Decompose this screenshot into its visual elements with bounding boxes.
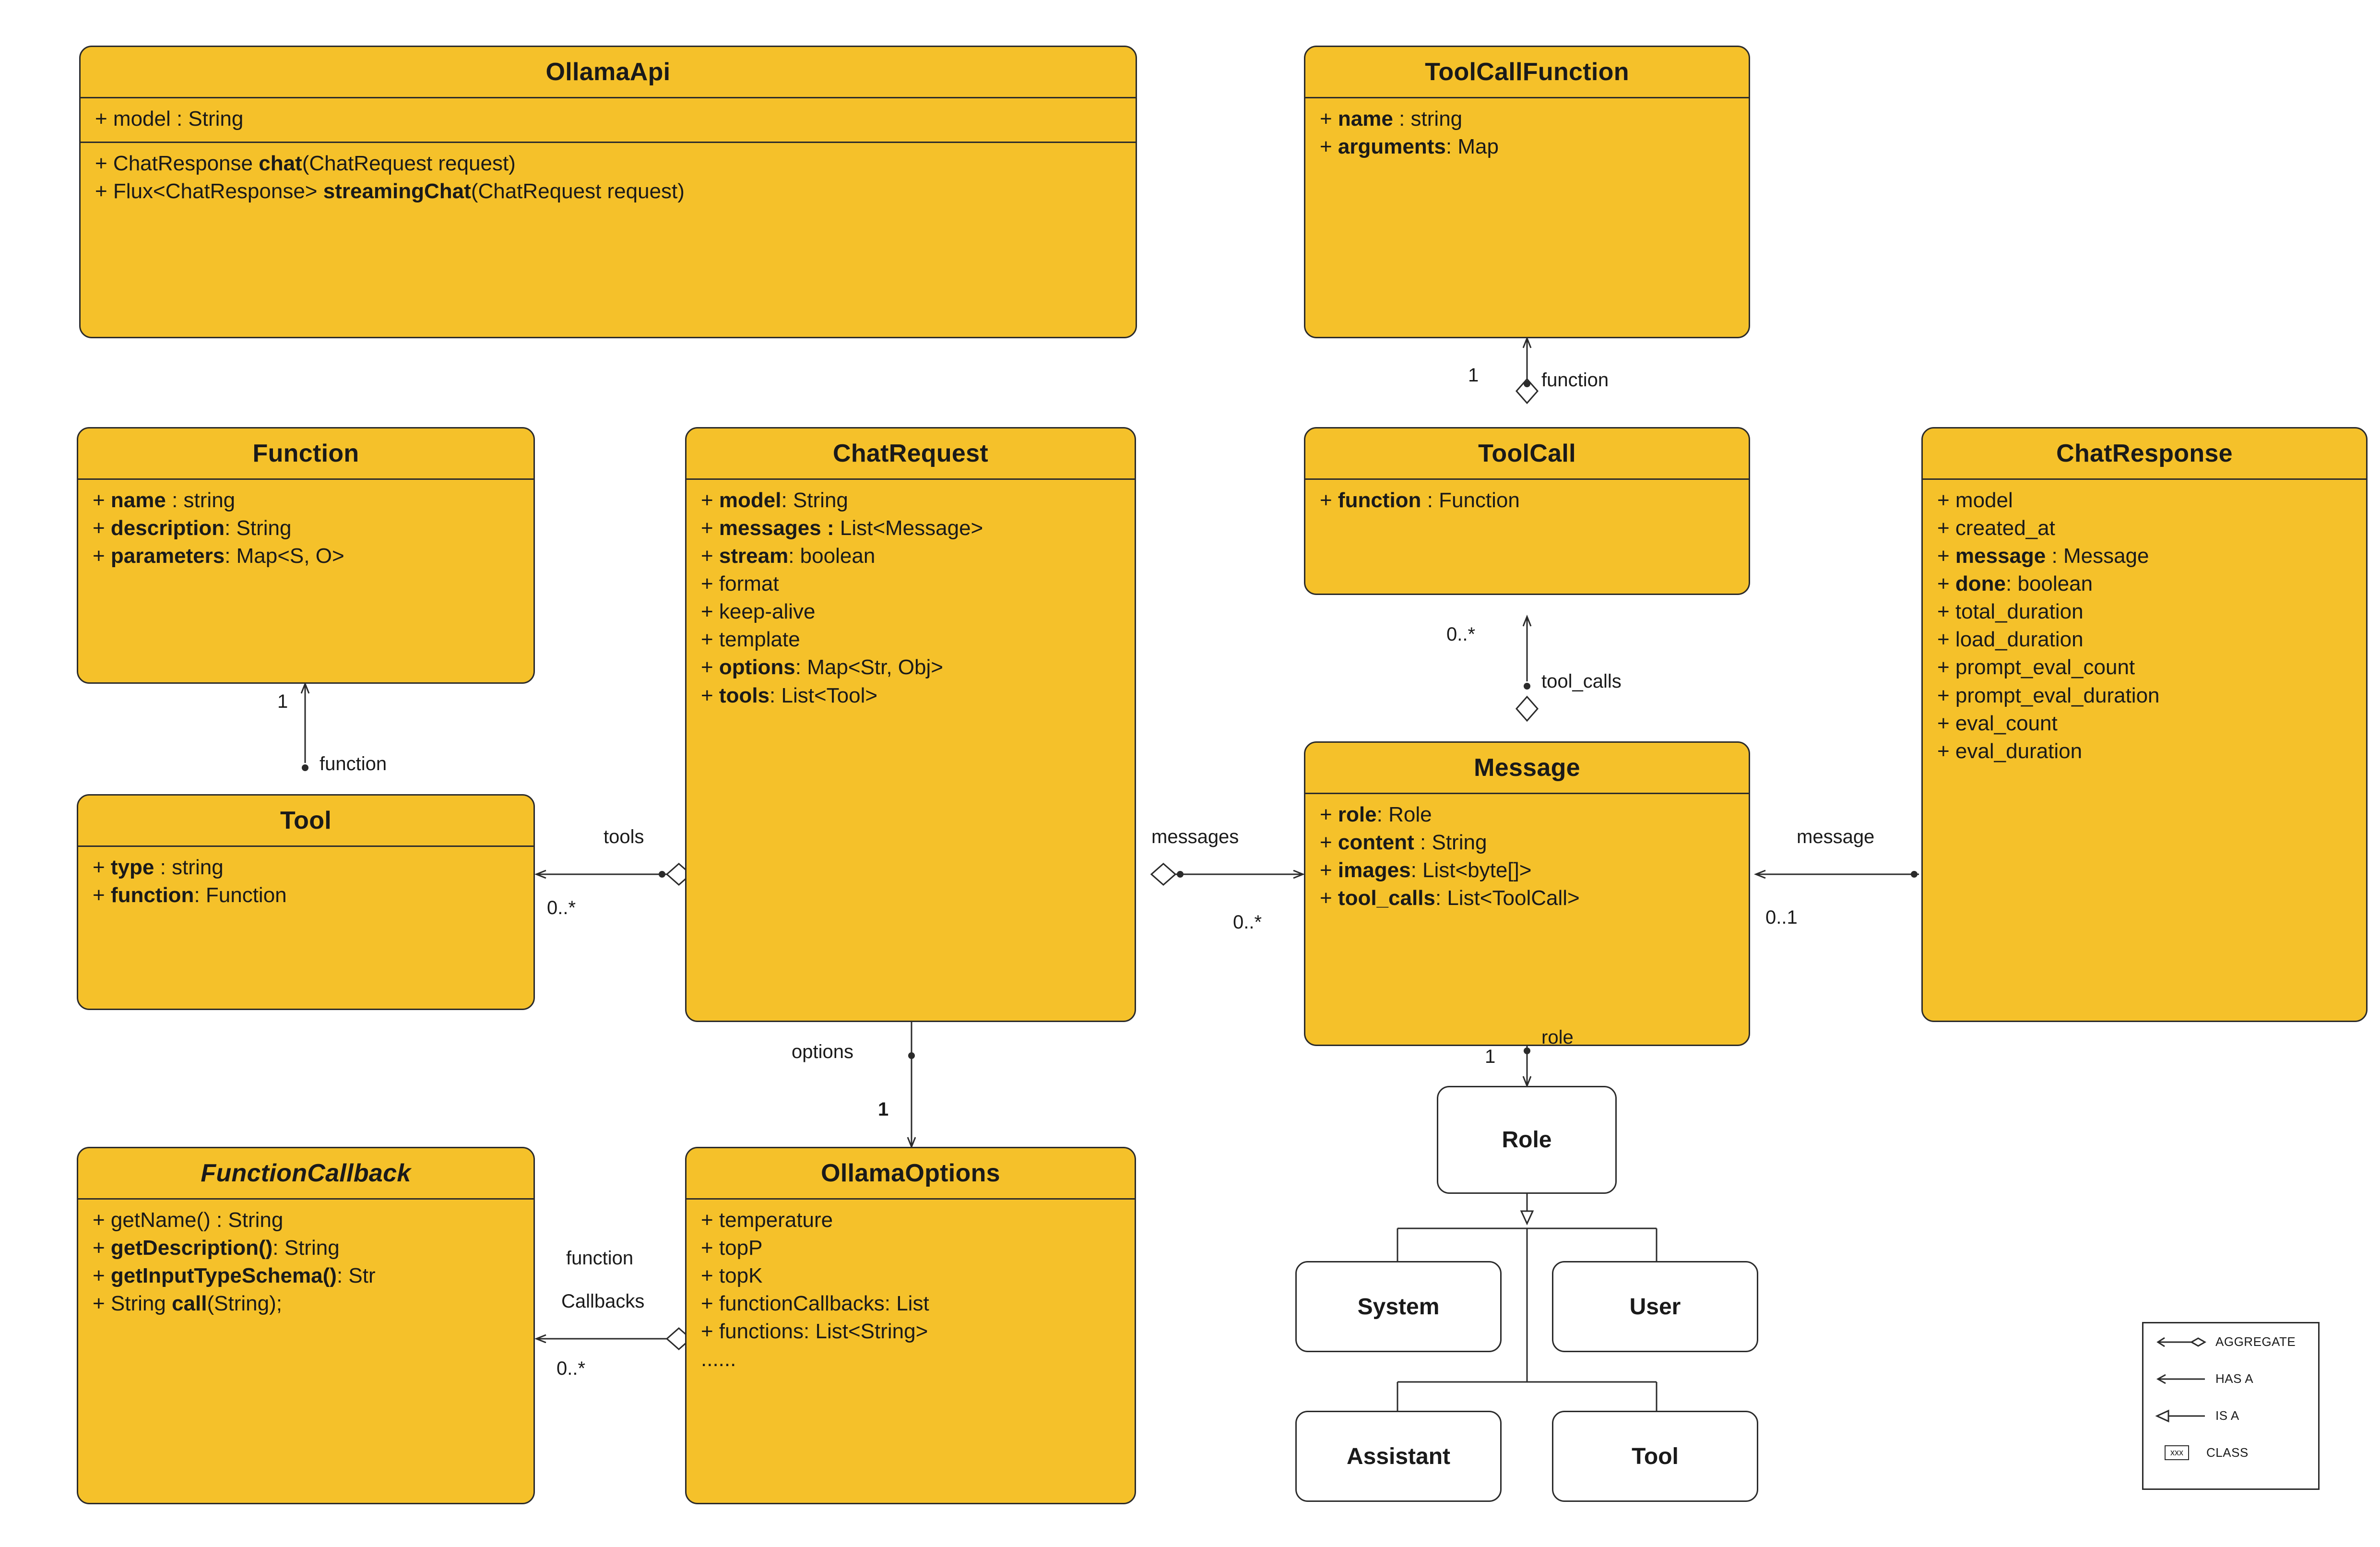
edge-label-tools-multiplicity: 0..* — [547, 897, 576, 918]
method-row: + Flux<ChatResponse> streamingChat(ChatRequest request) — [95, 179, 685, 203]
edge-label-options-multiplicity: 1 — [878, 1099, 889, 1120]
attributes-section — [1305, 98, 1749, 169]
legend-label: CLASS — [2206, 1445, 2249, 1460]
edge-label-toolcall-role: tool_calls — [1541, 671, 1622, 692]
attribute-row: + topP — [701, 1236, 763, 1260]
attribute-row: + load_duration — [1937, 628, 2084, 652]
attribute-row: + functionCallbacks: List — [701, 1292, 929, 1316]
attribute-row: + name : string — [1320, 107, 1463, 131]
class-message[interactable] — [1304, 741, 1750, 1046]
attribute-row: + topK — [701, 1264, 763, 1288]
class-user[interactable]: User — [1552, 1261, 1758, 1352]
attribute-row: + String call(String); — [93, 1292, 282, 1316]
class-title: ChatRequest — [832, 440, 988, 467]
attribute-row: + tools: List<Tool> — [701, 683, 878, 707]
class-function[interactable] — [77, 427, 535, 684]
attribute-row: + message : Message — [1937, 544, 2149, 568]
class-title: Function — [252, 440, 359, 467]
attribute-row: + function: Function — [93, 883, 287, 907]
class-title: OllamaOptions — [821, 1159, 1000, 1187]
edge-label-function-multiplicity: 1 — [277, 691, 288, 712]
attribute-row: + functions: List<String> — [701, 1320, 928, 1344]
class-assistant[interactable]: Assistant — [1295, 1411, 1502, 1502]
attribute-row: + arguments: Map — [1320, 135, 1499, 159]
attribute-row: + description: String — [93, 516, 292, 540]
attribute-row: + function : Function — [1320, 488, 1520, 512]
edge-label-message: message — [1797, 826, 1875, 847]
has-a-arrow-icon — [2150, 1369, 2208, 1389]
edge-label-function-callbacks-line2: Callbacks — [561, 1291, 645, 1312]
attribute-row: + eval_duration — [1937, 739, 2083, 763]
legend-label: AGGREGATE — [2215, 1334, 2296, 1349]
attribute-row: + done: boolean — [1937, 572, 2093, 596]
attribute-row: ...... — [701, 1347, 736, 1371]
edge-label-options: options — [792, 1041, 853, 1062]
attributes-section — [687, 480, 1135, 718]
legend-row-aggregate — [2143, 1323, 2318, 1360]
attribute-row: + keep-alive — [701, 600, 816, 624]
legend — [2142, 1322, 2320, 1490]
class-tool-enum[interactable]: Tool — [1552, 1411, 1758, 1502]
legend-row-has-a — [2143, 1360, 2318, 1397]
legend-label: HAS A — [2215, 1371, 2254, 1386]
class-title: FunctionCallback — [201, 1159, 411, 1187]
attributes-section — [1305, 480, 1749, 523]
edge-label-role-multiplicity: 1 — [1485, 1046, 1496, 1067]
class-title: ChatResponse — [2056, 440, 2233, 467]
attribute-row: + total_duration — [1937, 600, 2084, 624]
attribute-row: + getName() : String — [93, 1208, 284, 1232]
class-chat-response[interactable] — [1921, 427, 2368, 1022]
attribute-row: + role: Role — [1320, 803, 1432, 826]
is-a-arrow-icon — [2150, 1406, 2208, 1426]
class-box-icon: xxx — [2165, 1445, 2189, 1460]
attribute-row: + content : String — [1320, 831, 1487, 855]
attribute-row: + type : string — [93, 856, 224, 879]
attribute-row: + getDescription(): String — [93, 1236, 340, 1260]
class-title: Tool — [280, 807, 332, 834]
attribute-row: + format — [701, 572, 779, 596]
attributes-section — [687, 1200, 1135, 1382]
attribute-row: + parameters: Map<S, O> — [93, 544, 344, 568]
edge-label-messages-multiplicity: 0..* — [1233, 912, 1262, 933]
class-ollama-options[interactable] — [685, 1147, 1136, 1504]
attribute-row: + images: List<byte[]> — [1320, 858, 1532, 882]
edge-label-message-multiplicity: 0..1 — [1765, 907, 1798, 928]
class-title: ToolCallFunction — [1425, 58, 1629, 86]
legend-label: IS A — [2215, 1408, 2239, 1423]
attributes-section — [78, 847, 533, 918]
class-tool[interactable] — [77, 794, 535, 1010]
class-title: ToolCall — [1478, 440, 1576, 467]
attributes-section — [1305, 794, 1749, 921]
attribute-row: + prompt_eval_count — [1937, 655, 2135, 679]
attribute-row: + getInputTypeSchema(): Str — [93, 1264, 376, 1288]
edge-label-role: role — [1541, 1027, 1574, 1048]
class-role[interactable]: Role — [1437, 1086, 1617, 1194]
edge-label-messages: messages — [1151, 826, 1239, 847]
attribute-row: + eval_count — [1937, 711, 2058, 735]
attributes-section — [81, 98, 1136, 142]
attribute-row: + messages : List<Message> — [701, 516, 983, 540]
attribute-row: + model — [1937, 488, 2013, 512]
attribute-row: + prompt_eval_duration — [1937, 683, 2160, 707]
legend-row-is-a — [2143, 1397, 2318, 1434]
attributes-section — [78, 1200, 533, 1326]
attribute-row: + model : String — [95, 107, 244, 131]
edge-label-function-callbacks-line1: function — [566, 1248, 634, 1269]
method-row: + ChatResponse chat(ChatRequest request) — [95, 152, 516, 176]
legend-row-class — [2143, 1434, 2318, 1471]
edge-label-function-role: function — [320, 753, 387, 774]
class-tool-call[interactable] — [1304, 427, 1750, 595]
edge-label-tools: tools — [604, 826, 644, 847]
attribute-row: + model: String — [701, 488, 848, 512]
edge-label-function-callbacks-multiplicity: 0..* — [557, 1358, 586, 1379]
attribute-row: + tool_calls: List<ToolCall> — [1320, 886, 1580, 910]
class-tool-call-function[interactable] — [1304, 46, 1750, 338]
edge-label-toolcall-multiplicity: 0..* — [1446, 624, 1476, 645]
attribute-row: + stream: boolean — [701, 544, 876, 568]
class-title: Message — [1474, 754, 1580, 782]
attribute-row: + created_at — [1937, 516, 2055, 540]
attribute-row: + template — [701, 628, 800, 652]
class-system[interactable]: System — [1295, 1261, 1502, 1352]
class-title: OllamaApi — [545, 58, 671, 86]
attribute-row: + temperature — [701, 1208, 833, 1232]
edge-label-toolcallfunction-multiplicity: 1 — [1468, 365, 1479, 386]
class-chat-request[interactable] — [685, 427, 1136, 1022]
attributes-section — [78, 480, 533, 579]
class-ollama-api[interactable] — [79, 46, 1137, 338]
edge-label-toolcallfunction-role: function — [1541, 369, 1609, 391]
methods-section — [81, 143, 1136, 214]
aggregate-arrow-icon — [2150, 1333, 2208, 1352]
attribute-row: + options: Map<Str, Obj> — [701, 655, 943, 679]
class-function-callback[interactable] — [77, 1147, 535, 1504]
attribute-row: + name : string — [93, 488, 236, 512]
attributes-section — [1923, 480, 2366, 774]
